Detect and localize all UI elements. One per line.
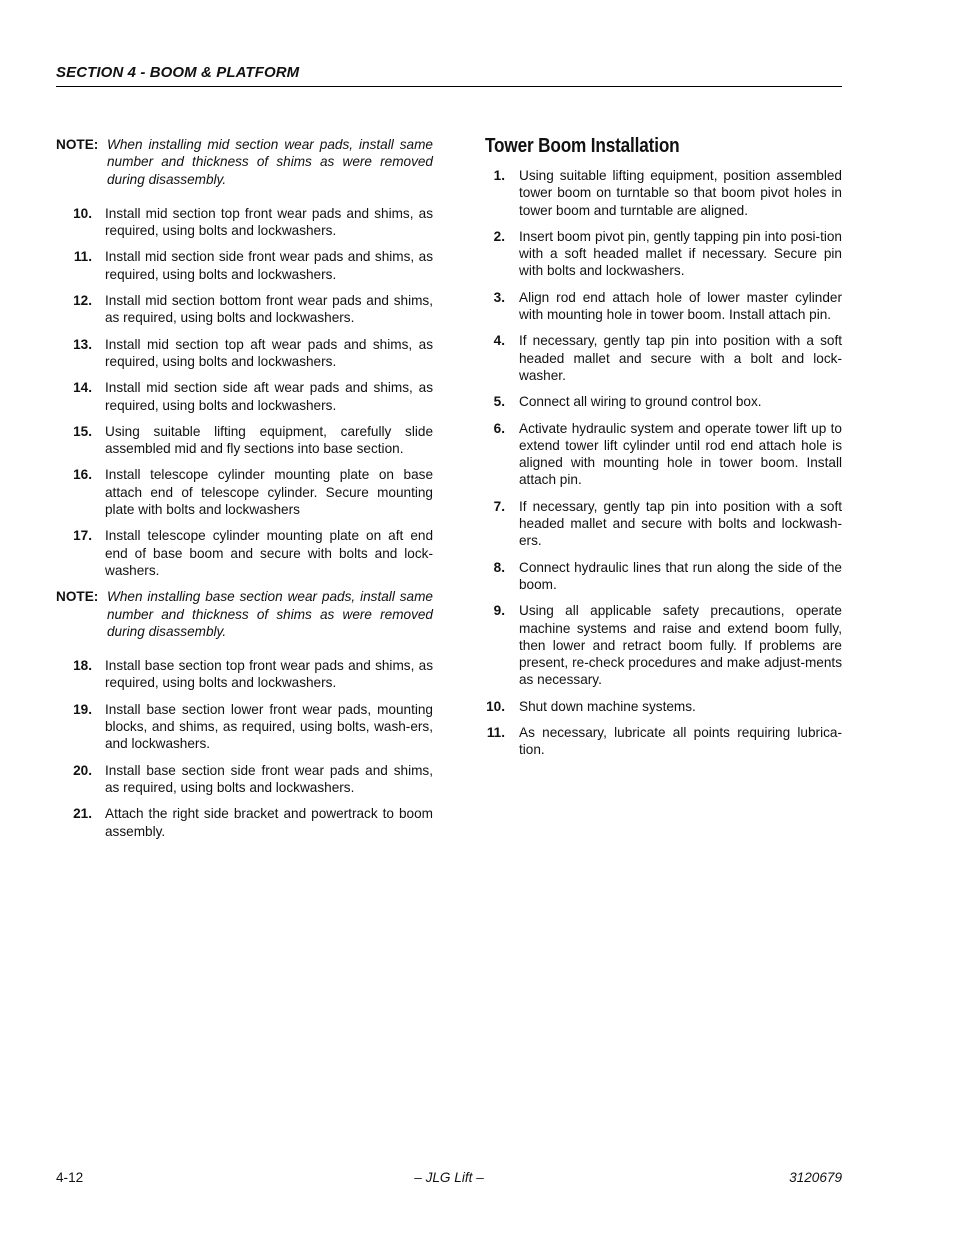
- step-text: If necessary, gently tap pin into position with a soft headed mallet and secure with bolts and lockwash-ers.: [519, 498, 842, 549]
- page-header: [56, 64, 842, 87]
- list-item: [485, 698, 842, 715]
- note-label: NOTE:: [56, 137, 99, 152]
- document-number: 3120679: [789, 1170, 842, 1185]
- step-number: 1.: [493, 168, 505, 183]
- step-text: Install telescope cylinder mounting plate on base attach end of telescope cylinder. Secure mounting plate with bolts and lockwashers: [105, 467, 433, 518]
- list-item: [56, 466, 433, 518]
- step-number: 5.: [493, 394, 505, 410]
- step-number: 14.: [73, 380, 92, 396]
- step-number: 11.: [486, 725, 505, 741]
- footer-brand: [56, 1170, 842, 1185]
- step-text: Shut down machine systems.: [519, 698, 696, 714]
- list-item: [485, 289, 842, 324]
- step-number: 10.: [486, 698, 505, 714]
- step-text: Using all applicable safety precautions, operate machine systems and raise and extend boom fully, then lower and retract boom fully. If problems are present, re-check procedures and make adjust-ments as necessary.: [519, 603, 842, 688]
- step-number: 2.: [493, 228, 505, 244]
- page-number: 4-12: [56, 1170, 84, 1185]
- list-item: [56, 292, 433, 327]
- step-number: 19.: [73, 701, 92, 717]
- step-text: Connect all wiring to ground control box.: [519, 394, 762, 410]
- list-item: [56, 205, 433, 240]
- list-item: [56, 527, 433, 579]
- step-number: 15.: [73, 423, 92, 439]
- list-item: [485, 559, 842, 594]
- step-text: Install telescope cylinder mounting plate on aft end end of base boom and secure with bolts and lock-washers.: [105, 528, 433, 578]
- step-text: Insert boom pivot pin, gently tapping pin into posi-tion with a soft headed mallet if necessary. Secure pin with bolts and lockwashers.: [519, 228, 842, 279]
- page-footer: [56, 1170, 842, 1188]
- step-text: Activate hydraulic system and operate tower lift up to extend tower lift cylinder until rod end attach hole is aligned with mounting hole in tower boom. Install attach pin.: [519, 420, 842, 488]
- list-item: [56, 657, 433, 692]
- note-mid-section: [56, 136, 433, 188]
- step-text: As necessary, lubricate all points requiring lubrica-tion.: [519, 725, 842, 758]
- step-text: Install base section side front wear pads and shims, as required, using bolts and lockwashers.: [105, 762, 433, 795]
- list-item: [485, 602, 842, 688]
- step-text: Using suitable lifting equipment, position assembled tower boom on turntable so that boom pivot holes in tower boom and turntable are aligned.: [519, 168, 842, 218]
- note-text: When installing mid section wear pads, install same number and thickness of shims as were removed during disassembly.: [107, 137, 433, 187]
- step-text: Install mid section side front wear pads and shims, as required, using bolts and lockwashers.: [105, 249, 433, 282]
- step-text: If necessary, gently tap pin into position with a soft headed mallet and secure with a bolt and lock-washer.: [519, 333, 842, 383]
- section-heading: Tower Boom Installation: [485, 135, 680, 157]
- note-label: NOTE:: [56, 589, 99, 605]
- footer-brand-text: – JLG Lift –: [414, 1170, 484, 1185]
- step-number: 10.: [73, 205, 92, 221]
- step-number: 11.: [73, 249, 92, 265]
- note-base-section: [56, 588, 433, 640]
- step-text: Install base section lower front wear pads, mounting blocks, and shims, as required, using bolts, wash-ers, and lockwashers.: [105, 701, 433, 752]
- step-number: 9.: [493, 603, 505, 619]
- step-text: Align rod end attach hole of lower master cylinder with mounting hole in tower boom. Install attach pin.: [519, 289, 842, 323]
- list-item: [56, 379, 433, 414]
- step-text: Install mid section top aft wear pads and shims, as required, using bolts and lockwashers.: [105, 336, 433, 369]
- list-item: [485, 228, 842, 280]
- step-number: 4.: [493, 333, 505, 349]
- step-text: Install mid section side aft wear pads and shims, as required, using bolts and lockwashers.: [105, 380, 433, 413]
- list-item: [485, 498, 842, 550]
- list-item: [56, 701, 433, 753]
- list-item: [56, 762, 433, 797]
- step-number: 20.: [73, 762, 92, 778]
- step-number: 7.: [493, 498, 505, 514]
- step-number: 8.: [493, 559, 505, 575]
- step-number: 13.: [73, 336, 92, 352]
- steps-list-mid: [56, 205, 433, 579]
- list-item: [485, 393, 842, 410]
- list-item: [485, 420, 842, 489]
- list-item: [56, 423, 433, 458]
- step-text: Install mid section bottom front wear pads and shims, as required, using bolts and lockwashers.: [105, 293, 433, 326]
- note-text: When installing base section wear pads, install same number and thickness of shims as were removed during disassembly.: [107, 589, 433, 639]
- list-item: [56, 336, 433, 371]
- right-column: [481, 136, 842, 768]
- section-title: SECTION 4 - BOOM & PLATFORM: [56, 64, 300, 81]
- left-column: [56, 136, 433, 849]
- list-item: [485, 167, 842, 219]
- steps-list-base: [56, 657, 433, 840]
- list-item: [56, 805, 433, 840]
- step-number: 16.: [73, 467, 92, 483]
- step-text: Attach the right side bracket and powertrack to boom assembly.: [105, 806, 433, 839]
- step-number: 17.: [73, 528, 92, 544]
- step-text: Install mid section top front wear pads and shims, as required, using bolts and lockwashers.: [105, 205, 433, 239]
- step-number: 12.: [73, 293, 92, 309]
- step-text: Connect hydraulic lines that run along the side of the boom.: [519, 559, 842, 592]
- steps-list-tower: [481, 167, 842, 759]
- step-number: 18.: [73, 658, 92, 674]
- step-text: Install base section top front wear pads and shims, as required, using bolts and lockwashers.: [105, 658, 433, 691]
- step-number: 6.: [493, 420, 505, 436]
- step-number: 3.: [493, 289, 505, 305]
- list-item: [56, 248, 433, 283]
- list-item: [485, 724, 842, 759]
- list-item: [485, 332, 842, 384]
- step-text: Using suitable lifting equipment, carefully slide assembled mid and fly sections into base section.: [105, 423, 433, 457]
- step-number: 21.: [73, 806, 92, 822]
